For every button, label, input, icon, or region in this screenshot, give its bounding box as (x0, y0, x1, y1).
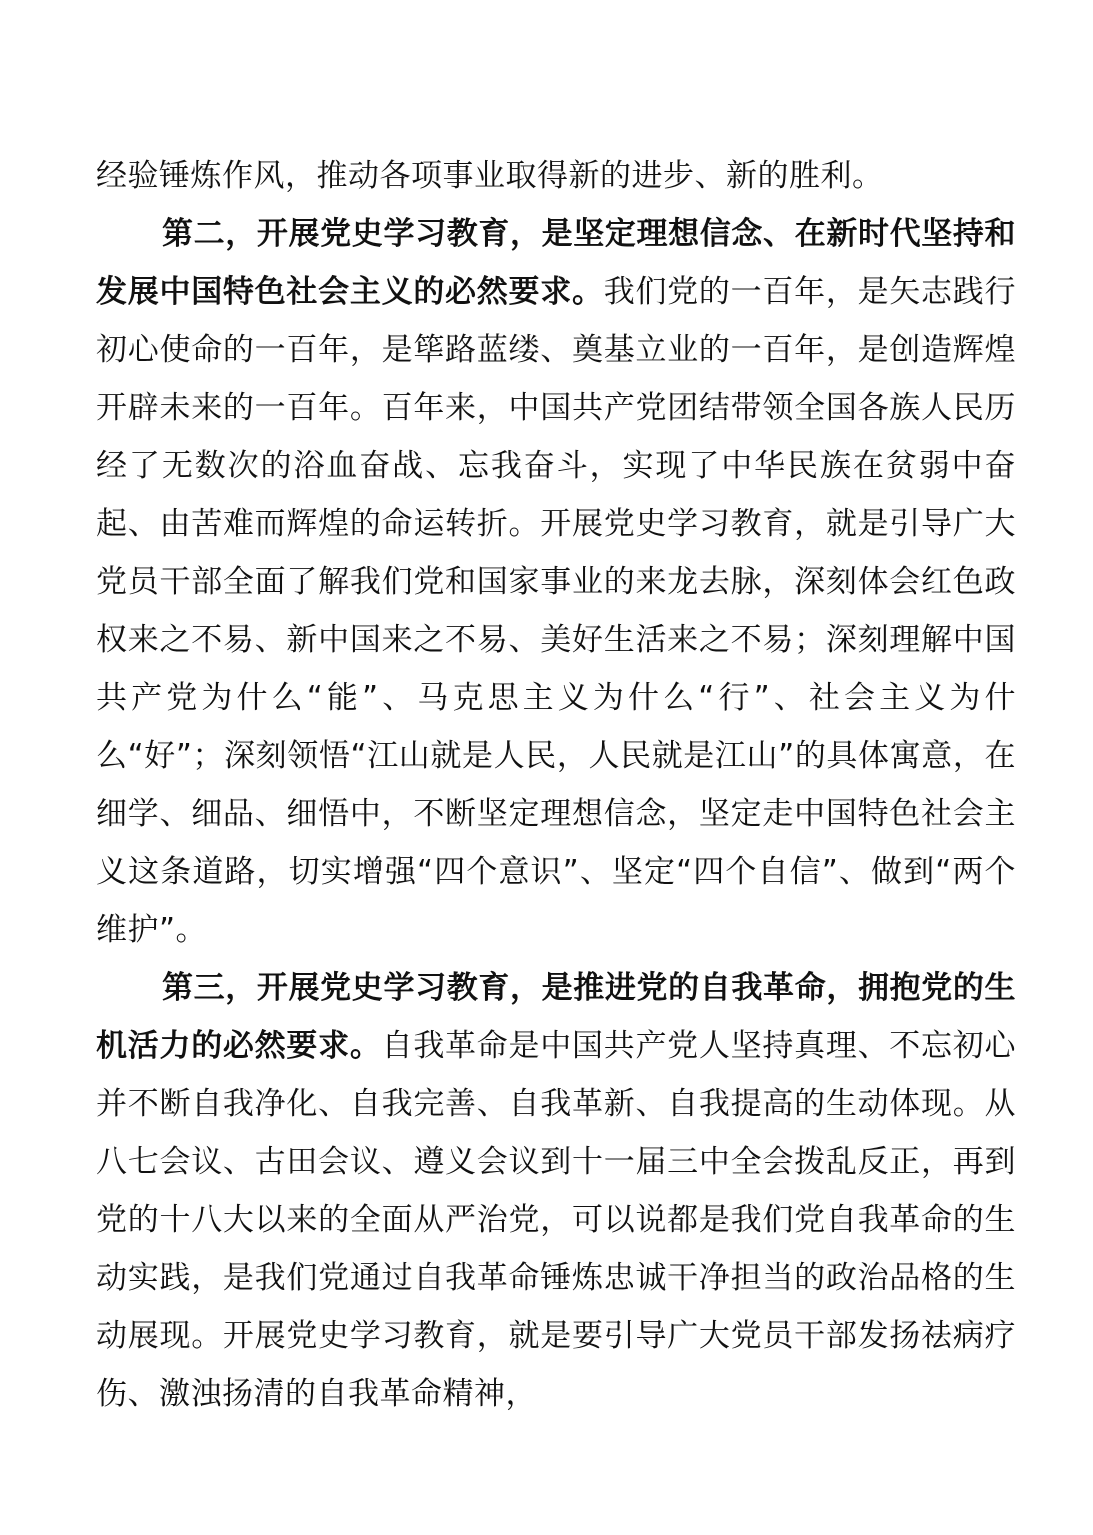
paragraph-heading: 第二，开展党史学习教育，是坚定理想信念、在新时代坚持和发展中国特色社会主义的必然要求。 (96, 216, 1016, 310)
paragraph-heading: 第三，开展党史学习教育，是推进党的自我革命，拥抱党的生机活力的必然要求。 (96, 970, 1016, 1064)
paragraph-third-point (96, 959, 1016, 1423)
paragraph-text: 自我革命是中国共产党人坚持真理、不忘初心并不断自我净化、自我完善、自我革新、自我提高的生动体现。从八七会议、古田会议、遵义会议到十一届三中全会拨乱反正，再到党的十八大以来的全面从严治党，可以说都是我们党自我革命的生动实践，是我们党通过自我革命锤炼忠诚干净担当的政治品格的生动展现。开展党史学习教育，就是要引导广大党员干部发扬祛病疗伤、激浊扬清的自我革命精神， (96, 1028, 1017, 1412)
paragraph-second-point (96, 205, 1016, 959)
paragraph-text: 我们党的一百年，是矢志践行初心使命的一百年，是筚路蓝缕、奠基立业的一百年，是创造辉煌开辟未来的一百年。百年来，中国共产党团结带领全国各族人民历经了无数次的浴血奋战、忘我奋斗，实现了中华民族在贫弱中奋起、由苦难而辉煌的命运转折。开展党史学习教育，就是引导广大党员干部全面了解我们党和国家事业的来龙去脉，深刻体会红色政权来之不易、新中国来之不易、美好生活来之不易；深刻理解中国共产党为什么“能”、马克思主义为什么“行”、社会主义为什么“好”；深刻领悟“江山就是人民，人民就是江山”的具体寓意，在细学、细品、细悟中，不断坚定理想信念，坚定走中国特色社会主义这条道路，切实增强“四个意识”、坚定“四个自信”、做到“两个维护”。 (96, 274, 1017, 948)
document-body (96, 147, 1016, 1423)
paragraph-text: 经验锤炼作风，推动各项事业取得新的进步、新的胜利。 (96, 158, 884, 194)
paragraph-continuation (96, 147, 1016, 205)
